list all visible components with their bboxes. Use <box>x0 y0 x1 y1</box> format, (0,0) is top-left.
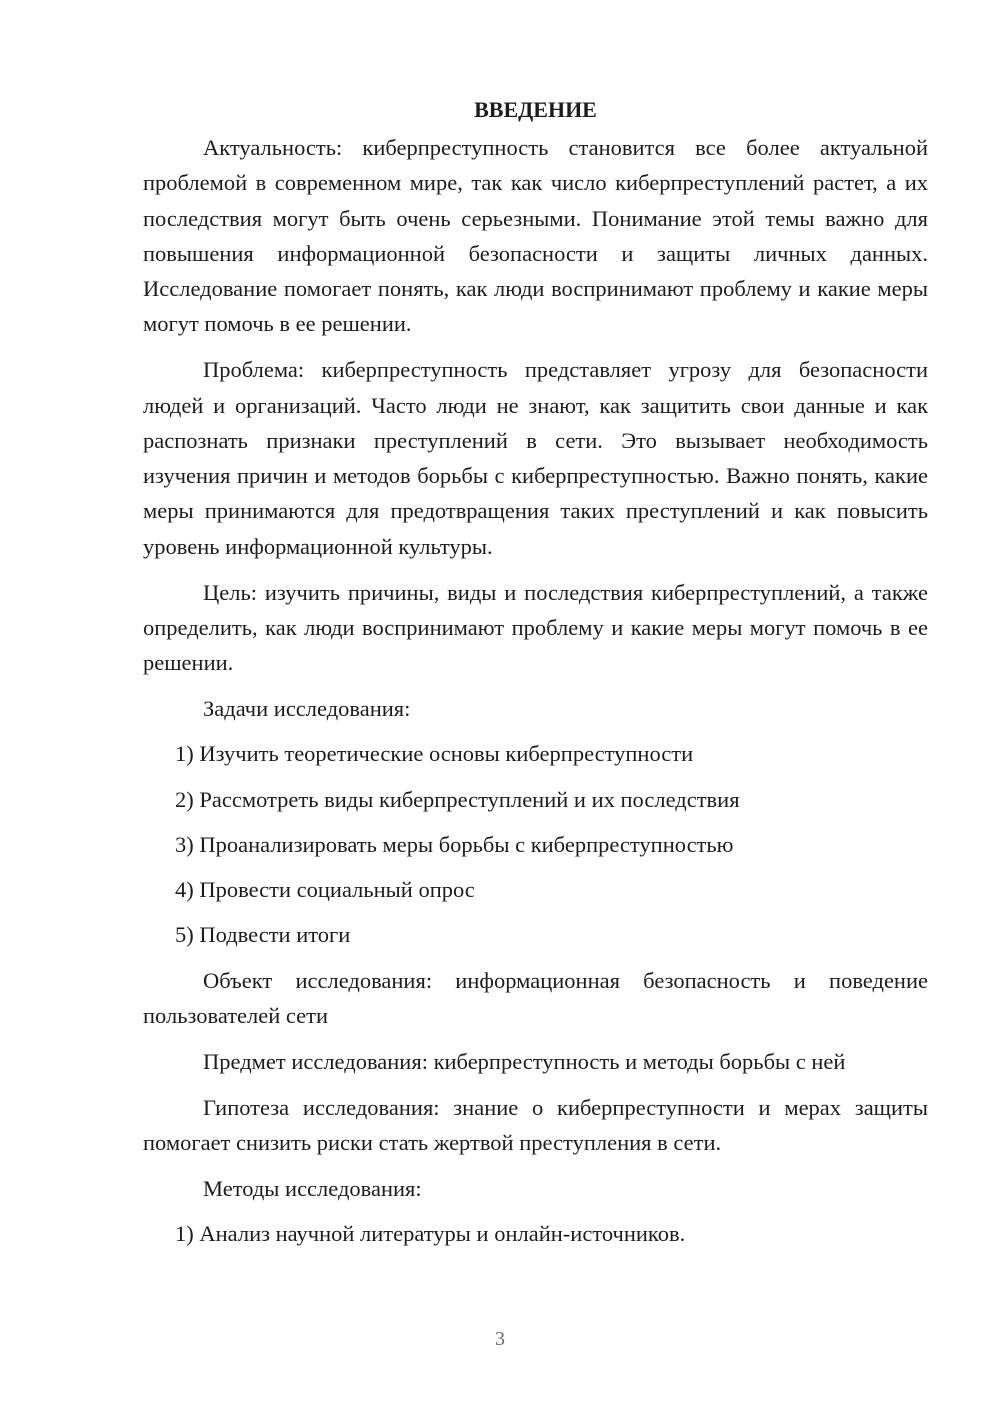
tasks-heading: Задачи исследования: <box>203 695 411 721</box>
methods-list <box>143 1216 928 1251</box>
tasks-list <box>143 736 928 952</box>
paragraph-goal: Цель: изучить причины, виды и последствия киберпреступлений, а также определить, как люди воспринимают проблему и какие меры могут помочь в ее решении. <box>143 579 928 676</box>
list-item: 2) Рассмотреть виды киберпреступлений и их последствия <box>175 786 740 812</box>
paragraph-relevance: Актуальность: киберпреступность становится все более актуальной проблемой в современном мире, так как число киберпреступлений растет, а их последствия могут быть очень серьезными. Понимание этой темы важно для повышения информационной безопасности и защиты личных данных. Исследование помогает понять, как люди воспринимают проблему и какие меры могут помочь в ее решении. <box>143 135 928 337</box>
paragraph-subject: Предмет исследования: киберпреступность и методы борьбы с ней <box>203 1048 846 1074</box>
list-item: 5) Подвести итоги <box>175 922 351 948</box>
methods-heading: Методы исследования: <box>203 1175 422 1201</box>
section-title: ВВЕДЕНИЕ <box>474 97 597 122</box>
list-item: 1) Анализ научной литературы и онлайн-источников. <box>175 1221 686 1247</box>
list-item: 3) Проанализировать меры борьбы с киберпреступностью <box>175 831 734 857</box>
list-item: 4) Провести социальный опрос <box>175 877 475 903</box>
page-number: 3 <box>495 1328 505 1350</box>
paragraph-problem: Проблема: киберпреступность представляет угрозу для безопасности людей и организаций. Часто люди не знают, как защитить свои данные и как распознать признаки преступлений в сети. Это вызывает необходимость изучения причин и методов борьбы с киберпреступностью. Важно понять, какие меры принимаются для предотвращения таких преступлений и как повысить уровень информационной культуры. <box>143 357 928 559</box>
paragraph-object: Объект исследования: информационная безопасность и поведение пользователей сети <box>143 967 928 1029</box>
document-page <box>143 92 928 1261</box>
paragraph-hypothesis: Гипотеза исследования: знание о киберпреступности и мерах защиты помогает снизить риски стать жертвой преступления в сети. <box>143 1094 928 1155</box>
list-item: 1) Изучить теоретические основы киберпреступности <box>175 741 694 767</box>
